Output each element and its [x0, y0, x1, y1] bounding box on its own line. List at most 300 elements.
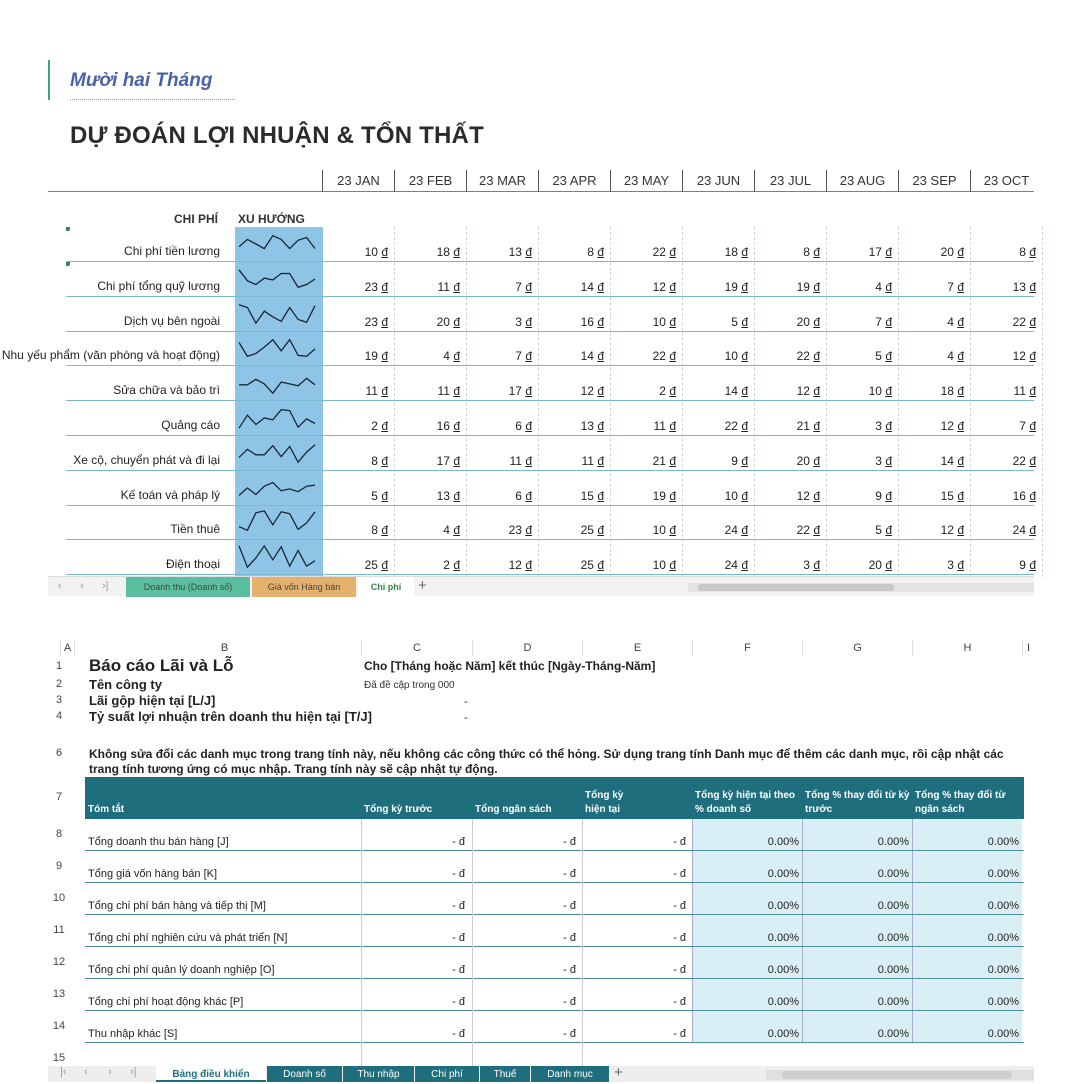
expense-cell[interactable] [538, 315, 610, 329]
summary-percent-cell[interactable]: 0.00% [912, 947, 1022, 978]
expense-cell[interactable] [970, 523, 1042, 537]
expense-cell[interactable] [682, 558, 754, 572]
currency-symbol: đ [957, 349, 964, 364]
expense-cell[interactable] [682, 280, 754, 294]
expense-cell[interactable] [394, 558, 466, 572]
expense-cell[interactable] [754, 349, 826, 363]
expense-cell[interactable] [970, 419, 1042, 433]
column-letter-header[interactable]: F [692, 640, 802, 656]
expense-value: 8 [803, 245, 810, 259]
tab-last-icon[interactable]: ›| [102, 580, 109, 592]
expense-cell[interactable] [754, 384, 826, 398]
expense-cell[interactable] [322, 419, 394, 433]
expense-cell[interactable] [610, 419, 682, 433]
currency-symbol: đ [957, 419, 964, 433]
currency-symbol: đ [813, 558, 820, 573]
expense-cell[interactable] [322, 384, 394, 398]
currency-symbol: đ [813, 419, 820, 433]
currency-symbol: đ [453, 245, 460, 259]
tab-next-icon[interactable]: › [108, 1066, 112, 1078]
summary-row-label: Tổng doanh thu bán hàng [J] [88, 836, 229, 848]
tab-expenses[interactable]: Chi phí [358, 577, 414, 597]
summary-value-cell[interactable]: - đ [673, 868, 686, 880]
row-number-header[interactable]: 2 [55, 678, 63, 690]
summary-value-cell[interactable]: - đ [563, 964, 576, 976]
tab-revenue[interactable]: Doanh thu (Doanh số) [126, 577, 250, 597]
expense-cell[interactable] [826, 349, 898, 363]
currency-symbol: đ [885, 453, 892, 468]
column-letter-header[interactable]: D [472, 640, 582, 656]
column-letter-header[interactable]: A [60, 640, 74, 656]
expense-cell[interactable] [754, 315, 826, 329]
expense-value: 12 [796, 384, 810, 399]
expense-cell[interactable] [538, 489, 610, 503]
expense-row [1, 331, 1036, 366]
expense-cell[interactable] [610, 384, 682, 398]
row-number-header[interactable]: 4 [55, 710, 63, 722]
expense-value: 14 [724, 384, 738, 399]
currency-symbol: đ [957, 523, 964, 538]
expense-cell[interactable] [970, 489, 1042, 503]
row-number-header[interactable]: 10 [52, 892, 66, 904]
expense-cell[interactable] [754, 523, 826, 537]
expense-cell[interactable] [394, 384, 466, 398]
summary-value-cell[interactable]: - đ [673, 964, 686, 976]
expense-cell[interactable] [754, 454, 826, 468]
expense-cell[interactable] [754, 558, 826, 572]
column-letter-header[interactable]: H [912, 640, 1022, 656]
row-number-header[interactable]: 12 [52, 956, 66, 968]
expense-value: 22 [1012, 314, 1026, 329]
expense-value: 9 [875, 488, 882, 503]
expense-value: 4 [443, 349, 450, 364]
expense-cell[interactable] [394, 489, 466, 503]
expense-cell[interactable] [754, 489, 826, 503]
currency-symbol: đ [813, 314, 820, 329]
summary-percent-cell[interactable]: 0.00% [912, 819, 1022, 850]
expense-cell[interactable] [898, 384, 970, 398]
horizontal-scrollbar[interactable] [688, 583, 1034, 592]
tab-dashboard[interactable]: Bảng điều khiển [156, 1066, 266, 1082]
expense-value: 19 [724, 279, 738, 294]
expense-cell[interactable] [394, 349, 466, 363]
expense-cell[interactable] [610, 558, 682, 572]
summary-value-cell[interactable]: - đ [563, 1028, 576, 1040]
currency-symbol: đ [741, 245, 748, 259]
tab-categories[interactable]: Danh mục [531, 1066, 609, 1082]
tab-prev-icon[interactable]: ‹ [58, 580, 62, 592]
summary-value-cell[interactable]: - đ [673, 1028, 686, 1040]
horizontal-scrollbar[interactable] [766, 1070, 1034, 1080]
expense-cell[interactable] [826, 419, 898, 433]
expense-value: 15 [580, 488, 594, 503]
summary-percent-cell[interactable]: 0.00% [692, 819, 802, 850]
tab-expense[interactable]: Chi phí [415, 1066, 479, 1082]
expense-cell[interactable] [466, 419, 538, 433]
expense-value: 5 [371, 488, 378, 503]
summary-value-cell[interactable]: - đ [452, 996, 465, 1008]
summary-percent-cell[interactable]: 0.00% [802, 1011, 912, 1042]
summary-value-cell[interactable]: - đ [452, 836, 465, 848]
currency-symbol: đ [957, 279, 964, 294]
expense-cell[interactable] [538, 280, 610, 294]
expense-value: 3 [803, 558, 810, 573]
expense-cell[interactable] [394, 523, 466, 537]
summary-value-cell[interactable]: - đ [452, 932, 465, 944]
expense-cell[interactable] [610, 315, 682, 329]
currency-symbol: đ [1029, 279, 1036, 294]
expense-value: 12 [940, 419, 954, 433]
month-header: 23 OCT [970, 170, 1042, 192]
currency-symbol: đ [597, 384, 604, 399]
expense-cell[interactable] [394, 419, 466, 433]
expense-cell[interactable] [898, 558, 970, 572]
th-prev-total: Tổng kỳ trước [364, 804, 433, 815]
expense-cell[interactable] [754, 419, 826, 433]
gross-profit-value: - [464, 696, 468, 708]
currency-symbol: đ [669, 453, 676, 468]
row-number-header[interactable]: 6 [55, 747, 63, 759]
row-number-header[interactable]: 13 [52, 988, 66, 1000]
column-letter-header[interactable]: I [1022, 640, 1034, 656]
expense-cell[interactable] [322, 245, 394, 259]
expense-cell[interactable] [322, 454, 394, 468]
trend-sparkline [237, 439, 317, 467]
summary-row-label: Tổng chi phí quản lý doanh nghiệp [O] [88, 964, 275, 976]
expense-value: 11 [437, 384, 450, 399]
tab-first-icon[interactable]: |‹ [60, 1066, 67, 1078]
expense-cell[interactable] [466, 454, 538, 468]
currency-symbol: đ [741, 419, 748, 433]
summary-value-cell[interactable]: - đ [673, 836, 686, 848]
currency-symbol: đ [1029, 245, 1036, 259]
currency-symbol: đ [453, 558, 460, 573]
expense-cell[interactable] [970, 280, 1042, 294]
tab-last-icon[interactable]: ›| [130, 1066, 137, 1078]
row-number-header[interactable]: 14 [52, 1020, 66, 1032]
margin-value: - [464, 712, 468, 724]
subtitle-underline [70, 99, 235, 100]
row-number-header[interactable]: 15 [52, 1052, 66, 1064]
currency-symbol: đ [669, 279, 676, 294]
expense-cell[interactable] [970, 454, 1042, 468]
expense-cell[interactable] [610, 349, 682, 363]
expense-cell[interactable] [826, 280, 898, 294]
expense-cell[interactable] [394, 245, 466, 259]
expense-cell[interactable] [538, 384, 610, 398]
summary-value-cell[interactable]: - đ [452, 900, 465, 912]
currency-symbol: đ [597, 488, 604, 503]
expense-row-label: Chi phí tổng quỹ lương [97, 278, 220, 293]
expense-cell[interactable] [826, 315, 898, 329]
summary-percent-cell[interactable]: 0.00% [692, 851, 802, 882]
expense-cell[interactable] [322, 489, 394, 503]
expense-value: 17 [868, 245, 882, 259]
currency-symbol: đ [669, 384, 676, 399]
expense-cell[interactable] [538, 419, 610, 433]
currency-symbol: đ [525, 558, 532, 573]
expense-cell[interactable] [970, 245, 1042, 259]
month-header: 23 FEB [394, 170, 466, 192]
expense-value: 13 [1012, 279, 1026, 294]
th-change-budget: Tổng % thay đổi từ ngân sách [915, 790, 1006, 815]
add-sheet-icon[interactable]: + [614, 1064, 623, 1081]
expense-cell[interactable] [466, 315, 538, 329]
summary-value-cell[interactable]: - đ [563, 996, 576, 1008]
expense-cell[interactable] [610, 454, 682, 468]
expense-cell[interactable] [682, 384, 754, 398]
expense-cell[interactable] [898, 454, 970, 468]
summary-percent-cell[interactable]: 0.00% [912, 1011, 1022, 1042]
expense-cell[interactable] [898, 315, 970, 329]
expense-cell[interactable] [322, 523, 394, 537]
expense-cell[interactable] [754, 245, 826, 259]
expense-cell[interactable] [322, 315, 394, 329]
expense-cell[interactable] [898, 489, 970, 503]
currency-symbol: đ [1029, 488, 1036, 503]
summary-percent-cell[interactable]: 0.00% [692, 915, 802, 946]
trend-sparkline [237, 230, 317, 258]
instruction-note: Không sửa đổi các danh mục trong trang tính này, nếu không các công thức có thể hỏng. Sử dụng trang tính Danh mục để thêm các danh mục, rồi cập nhật các trang tính tương ứng có mục nhập. Trang tính này sẽ cập nhật tự động. [89, 747, 1004, 776]
expense-cell[interactable] [394, 280, 466, 294]
currency-symbol: đ [957, 314, 964, 329]
expense-cell[interactable] [898, 245, 970, 259]
summary-percent-cell[interactable]: 0.00% [692, 979, 802, 1010]
summary-value-cell[interactable]: - đ [563, 836, 576, 848]
sheet-title: DỰ ĐOÁN LỢI NHUẬN & TỔN THẤT [70, 122, 484, 149]
summary-percent-cell[interactable]: 0.00% [692, 883, 802, 914]
expense-cell[interactable] [826, 489, 898, 503]
tab-next-icon[interactable]: › [80, 580, 84, 592]
expense-value: 25 [364, 558, 378, 573]
summary-percent-cell[interactable]: 0.00% [802, 979, 912, 1010]
expense-value: 20 [796, 314, 810, 329]
currency-symbol: đ [1029, 523, 1036, 538]
expense-cell[interactable] [682, 349, 754, 363]
tab-income[interactable]: Thu nhập [343, 1066, 414, 1082]
column-letter-header[interactable]: E [582, 640, 692, 656]
expense-row-label: Xe cộ, chuyển phát và đi lại [73, 452, 220, 467]
expense-cell[interactable] [538, 349, 610, 363]
column-letter-header[interactable]: G [802, 640, 912, 656]
summary-value-cell[interactable]: - đ [452, 868, 465, 880]
expense-value: 12 [1012, 349, 1026, 364]
expense-value: 18 [724, 245, 738, 259]
row-number-header[interactable]: 9 [55, 860, 63, 872]
expense-cell[interactable] [682, 245, 754, 259]
gross-profit-label: Lãi gộp hiện tại [L/J] [89, 693, 216, 708]
expense-cell[interactable] [538, 245, 610, 259]
expense-row-label: Nhu yếu phẩm (văn phòng và hoạt động) [1, 348, 220, 363]
summary-value-cell[interactable]: - đ [563, 900, 576, 912]
add-sheet-icon[interactable]: + [418, 577, 427, 594]
expense-cell[interactable] [322, 349, 394, 363]
expense-cell[interactable] [538, 558, 610, 572]
summary-value-cell[interactable]: - đ [452, 1028, 465, 1040]
currency-symbol: đ [597, 314, 604, 329]
currency-symbol: đ [885, 488, 892, 503]
expense-value: 16 [580, 314, 594, 329]
expense-cell[interactable] [322, 280, 394, 294]
summary-percent-cell[interactable]: 0.00% [912, 979, 1022, 1010]
currency-symbol: đ [1029, 384, 1036, 399]
expense-value: 4 [875, 279, 882, 294]
summary-percent-cell[interactable]: 0.00% [692, 947, 802, 978]
expense-cell[interactable] [826, 558, 898, 572]
summary-value-cell[interactable]: - đ [673, 900, 686, 912]
currency-symbol: đ [1029, 314, 1036, 329]
expense-cell[interactable] [826, 245, 898, 259]
expense-cell[interactable] [898, 419, 970, 433]
currency-symbol: đ [885, 349, 892, 364]
expense-cell[interactable] [466, 558, 538, 572]
expense-cell[interactable] [322, 558, 394, 572]
expense-cell[interactable] [610, 489, 682, 503]
expense-cell[interactable] [610, 523, 682, 537]
column-letter-header[interactable]: B [74, 640, 374, 656]
summary-value-cell[interactable]: - đ [563, 868, 576, 880]
scrollbar-thumb[interactable] [698, 584, 894, 591]
row-number-header[interactable]: 8 [55, 828, 63, 840]
expense-value: 4 [947, 349, 954, 364]
expense-cell[interactable] [538, 454, 610, 468]
expense-value: 7 [947, 279, 954, 294]
expense-value: 8 [1019, 245, 1026, 259]
tab-prev-icon[interactable]: ‹ [84, 1066, 88, 1078]
currency-symbol: đ [813, 349, 820, 364]
currency-symbol: đ [741, 279, 748, 294]
row-number-header[interactable]: 1 [55, 660, 63, 672]
expense-cell[interactable] [682, 419, 754, 433]
tab-tax[interactable]: Thuế [480, 1066, 530, 1082]
summary-table-row [85, 947, 1024, 979]
summary-table-row [85, 1011, 1024, 1043]
expense-cell[interactable] [466, 489, 538, 503]
currency-symbol: đ [381, 384, 388, 399]
summary-percent-cell[interactable]: 0.00% [802, 883, 912, 914]
summary-percent-cell[interactable]: 0.00% [802, 851, 912, 882]
expense-value: 13 [508, 245, 522, 259]
comment-indicator-icon [66, 262, 70, 266]
expense-cell[interactable] [394, 315, 466, 329]
expense-cell[interactable] [466, 523, 538, 537]
expense-cell[interactable] [826, 454, 898, 468]
expense-value: 3 [875, 419, 882, 433]
expense-cell[interactable] [466, 349, 538, 363]
currency-symbol: đ [813, 453, 820, 468]
summary-value-cell[interactable]: - đ [452, 964, 465, 976]
expense-cell[interactable] [682, 489, 754, 503]
expense-value: 23 [364, 314, 378, 329]
summary-percent-cell[interactable]: 0.00% [692, 1011, 802, 1042]
expense-cell[interactable] [970, 315, 1042, 329]
expense-column-header: CHI PHÍ [174, 212, 219, 226]
expense-cell[interactable] [826, 384, 898, 398]
scrollbar-thumb[interactable] [782, 1071, 1012, 1079]
currency-symbol: đ [957, 453, 964, 468]
summary-percent-cell[interactable]: 0.00% [802, 947, 912, 978]
expense-cell[interactable] [682, 454, 754, 468]
summary-value-cell[interactable]: - đ [563, 932, 576, 944]
expense-value: 20 [796, 453, 810, 468]
expense-cell[interactable] [970, 558, 1042, 572]
expense-cell[interactable] [466, 280, 538, 294]
expense-cell[interactable] [394, 454, 466, 468]
expense-value: 22 [652, 349, 666, 364]
expense-value: 5 [731, 314, 738, 329]
row-number-header[interactable]: 3 [55, 694, 63, 706]
expense-value: 11 [365, 384, 378, 399]
expense-value: 14 [580, 349, 594, 364]
expense-cell[interactable] [898, 280, 970, 294]
currency-symbol: đ [453, 279, 460, 294]
expense-value: 18 [940, 384, 954, 399]
expense-row [66, 366, 1034, 401]
currency-symbol: đ [597, 419, 604, 433]
currency-symbol: đ [525, 314, 532, 329]
expense-cell[interactable] [682, 523, 754, 537]
summary-percent-cell[interactable]: 0.00% [802, 819, 912, 850]
currency-symbol: đ [381, 314, 388, 329]
expense-cell[interactable] [682, 315, 754, 329]
expense-cell[interactable] [754, 280, 826, 294]
report-tab-bar [48, 1066, 1034, 1082]
expense-cell[interactable] [610, 280, 682, 294]
expense-value: 6 [515, 419, 522, 433]
trend-sparkline [237, 508, 317, 536]
summary-value-cell[interactable]: - đ [673, 932, 686, 944]
expense-cell[interactable] [970, 384, 1042, 398]
expense-cell[interactable] [826, 523, 898, 537]
currency-symbol: đ [597, 245, 604, 259]
sparkline-line [239, 444, 315, 462]
row-number-header[interactable]: 7 [55, 791, 63, 803]
row-number-header[interactable]: 11 [53, 924, 65, 936]
expense-value: 18 [436, 245, 450, 259]
tab-sales[interactable]: Doanh số [267, 1066, 342, 1082]
expense-cell[interactable] [466, 245, 538, 259]
expense-value: 17 [508, 384, 522, 399]
summary-value-cell[interactable]: - đ [673, 996, 686, 1008]
expense-cell[interactable] [466, 384, 538, 398]
currency-symbol: đ [741, 558, 748, 573]
expense-value: 8 [371, 453, 378, 468]
summary-percent-cell[interactable]: 0.00% [912, 851, 1022, 882]
expense-cell[interactable] [610, 245, 682, 259]
expense-value: 23 [364, 279, 378, 294]
expense-value: 19 [796, 279, 810, 294]
trend-column-header: XU HƯỚNG [238, 212, 305, 226]
expense-value: 12 [652, 279, 666, 294]
expense-cell[interactable] [538, 523, 610, 537]
report-period: Cho [Tháng hoặc Năm] kết thúc [Ngày-Tháng-Năm] [364, 659, 656, 673]
summary-row-label: Thu nhập khác [S] [88, 1028, 178, 1040]
column-letter-header[interactable]: C [361, 640, 472, 656]
currency-symbol: đ [597, 453, 604, 468]
expense-cell[interactable] [898, 523, 970, 537]
summary-percent-cell[interactable]: 0.00% [912, 915, 1022, 946]
expense-cell[interactable] [898, 349, 970, 363]
expense-cell[interactable] [970, 349, 1042, 363]
expense-value: 11 [653, 419, 666, 433]
summary-row-label: Tổng chi phí bán hàng và tiếp thị [M] [88, 900, 266, 912]
currency-symbol: đ [381, 349, 388, 364]
summary-percent-cell[interactable]: 0.00% [802, 915, 912, 946]
summary-percent-cell[interactable]: 0.00% [912, 883, 1022, 914]
currency-symbol: đ [381, 523, 388, 538]
tab-cogs[interactable]: Giá vốn Hàng bán [252, 577, 356, 597]
expense-value: 24 [724, 523, 738, 538]
